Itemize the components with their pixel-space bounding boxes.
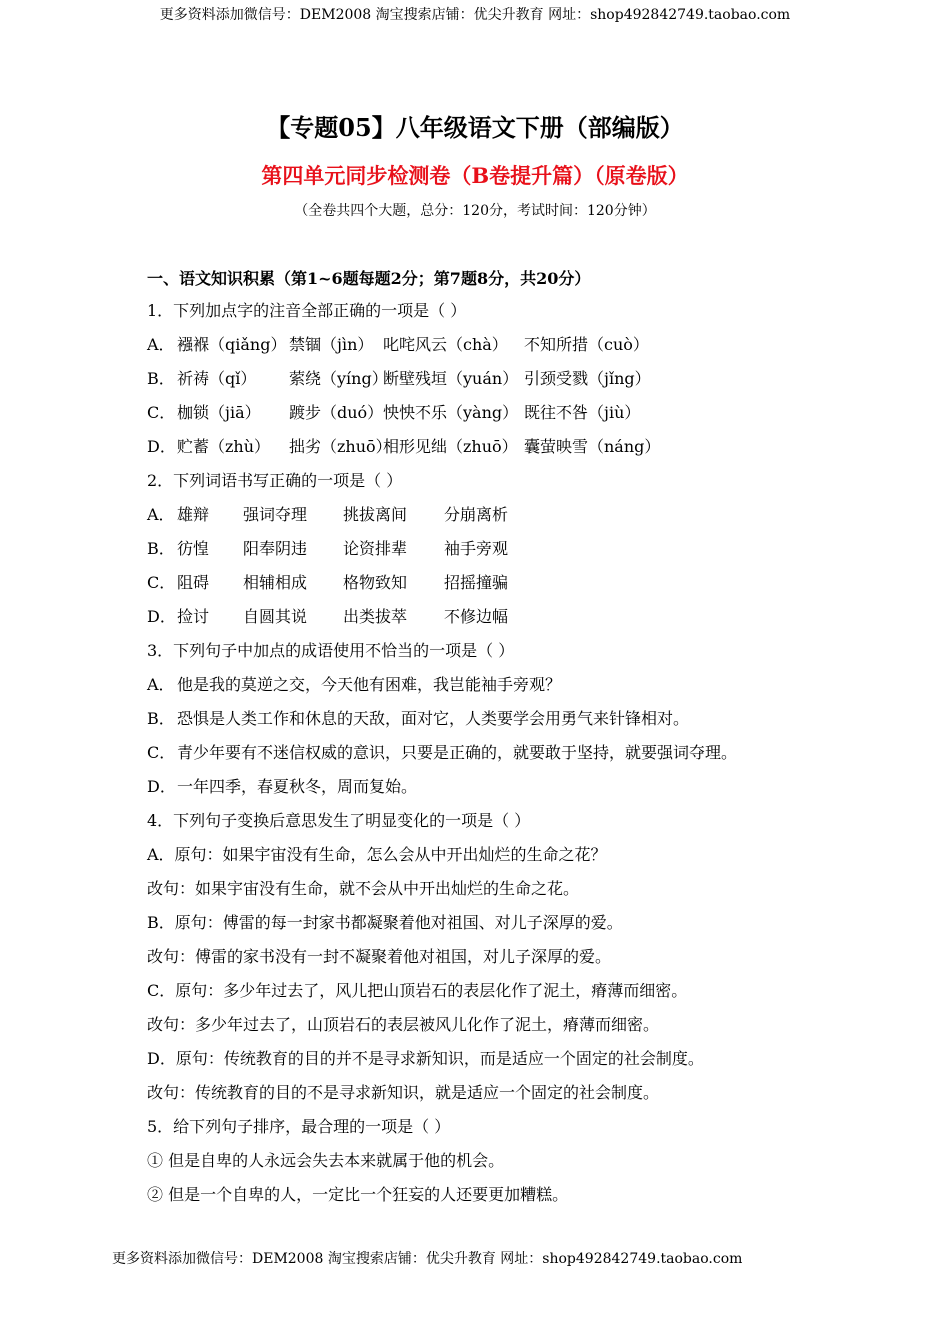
option-item: 不修边幅 xyxy=(444,606,509,626)
q3-option-d xyxy=(147,768,807,802)
option-item: 叱咤风云（chà） xyxy=(383,334,508,354)
option-item: 囊萤映雪（náng） xyxy=(524,436,661,456)
option-item: 捡讨 xyxy=(177,606,210,626)
option-text: 一年四季，春夏秋冬，周而复始。 xyxy=(177,776,418,796)
exam-note: （全卷共四个大题，总分：120分，考试时间：120分钟） xyxy=(294,203,656,219)
q1-option-a xyxy=(147,326,807,360)
q3-option-c xyxy=(147,734,807,768)
option-label: A． xyxy=(147,334,175,354)
option-label: D． xyxy=(147,436,176,456)
page-header: 更多资料添加微信号：DEM2008 淘宝搜索店铺：优尖升教育 网址：shop492842749.taobao.com xyxy=(159,7,791,23)
q4-line: C．原句：多少年过去了，风儿把山顶岩石的表层化作了泥土，瘠薄而细密。 xyxy=(147,980,688,1000)
option-item: 招摇撞骗 xyxy=(444,572,509,592)
option-text: 他是我的莫逆之交，今天他有困难，我岂能袖手旁观？ xyxy=(177,674,562,694)
question-3-stem: 3．下列句子中加点的成语使用不恰当的一项是（ ） xyxy=(147,640,515,660)
option-item: 萦绕（yíng） xyxy=(289,368,388,388)
option-item: 强词夺理 xyxy=(243,504,308,524)
q2-option-b xyxy=(147,530,807,564)
option-item: 襁褓（qiǎng） xyxy=(177,334,287,354)
q4-line: 改句：多少年过去了，山顶岩石的表层被风儿化作了泥土，瘠薄而细密。 xyxy=(147,1014,660,1034)
q2-option-c xyxy=(147,564,807,598)
option-item: 枷锁（jiā） xyxy=(177,402,261,422)
option-text: 恐惧是人类工作和休息的天敌，面对它，人类要学会用勇气来针锋相对。 xyxy=(177,708,690,728)
document-title: 【专题05】八年级语文下册（部编版） xyxy=(266,113,684,142)
option-item: 出类拔萃 xyxy=(343,606,408,626)
q4-line: D．原句：传统教育的目的并不是寻求新知识，而是适应一个固定的社会制度。 xyxy=(147,1048,704,1068)
option-item: 踱步（duó） xyxy=(289,402,384,422)
q4-line: 改句：傅雷的家书没有一封不凝聚着他对祖国，对儿子深厚的爱。 xyxy=(147,946,612,966)
option-item: 怏怏不乐（yàng） xyxy=(383,402,519,422)
option-item: 自圆其说 xyxy=(243,606,308,626)
option-label: D． xyxy=(147,606,176,626)
q2-option-d xyxy=(147,598,807,632)
question-4-stem: 4．下列句子变换后意思发生了明显变化的一项是（ ） xyxy=(147,810,531,830)
option-label: B． xyxy=(147,708,175,728)
exam-content xyxy=(147,262,807,1210)
q4-line: B．原句：傅雷的每一封家书都凝聚着他对祖国、对儿子深厚的爱。 xyxy=(147,912,623,932)
q2-option-a xyxy=(147,496,807,530)
option-label: C． xyxy=(147,402,176,422)
option-item: 断壁残垣（yuán） xyxy=(383,368,519,388)
question-1-stem: 1．下列加点字的注音全部正确的一项是（ ） xyxy=(147,300,467,320)
question-5-stem: 5．给下列句子排序，最合理的一项是（ ） xyxy=(147,1116,451,1136)
q1-option-c xyxy=(147,394,807,428)
option-item: 论资排辈 xyxy=(343,538,408,558)
q4-line: A．原句：如果宇宙没有生命，怎么会从中开出灿烂的生命之花？ xyxy=(147,844,607,864)
q4-line: 改句：传统教育的目的不是寻求新知识，就是适应一个固定的社会制度。 xyxy=(147,1082,660,1102)
document-subtitle: 第四单元同步检测卷（B卷提升篇）（原卷版） xyxy=(261,163,689,188)
option-item: 阻碍 xyxy=(177,572,210,592)
option-label: A． xyxy=(147,504,175,524)
option-label: C． xyxy=(147,742,176,762)
option-item: 袖手旁观 xyxy=(444,538,509,558)
q5-sentence: ② 但是一个自卑的人，一定比一个狂妄的人还要更加糟糕。 xyxy=(147,1184,569,1204)
option-item: 相形见绌（zhuō） xyxy=(383,436,518,456)
option-item: 挑拔离间 xyxy=(343,504,408,524)
option-item: 拙劣（zhuō） xyxy=(289,436,392,456)
option-item: 阳奉阴违 xyxy=(243,538,308,558)
q4-line: 改句：如果宇宙没有生命，就不会从中开出灿烂的生命之花。 xyxy=(147,878,580,898)
option-item: 贮蓄（zhù） xyxy=(177,436,271,456)
q5-sentence: ① 但是自卑的人永远会失去本来就属于他的机会。 xyxy=(147,1150,505,1170)
option-item: 相辅相成 xyxy=(243,572,308,592)
option-label: B． xyxy=(147,538,175,558)
option-item: 不知所措（cuò） xyxy=(524,334,649,354)
option-item: 既往不咎（jiù） xyxy=(524,402,641,422)
option-item: 彷惶 xyxy=(177,538,210,558)
q3-option-a xyxy=(147,666,807,700)
section-heading: 一、语文知识积累（第1~6题每题2分；第7题8分，共20分） xyxy=(147,268,591,288)
option-item: 格物致知 xyxy=(343,572,408,592)
q1-option-d xyxy=(147,428,807,462)
option-label: A． xyxy=(147,674,175,694)
option-label: D． xyxy=(147,776,176,796)
option-label: C． xyxy=(147,572,176,592)
q1-option-b xyxy=(147,360,807,394)
option-item: 分崩离析 xyxy=(444,504,509,524)
question-2-stem: 2．下列词语书写正确的一项是（ ） xyxy=(147,470,403,490)
option-item: 禁锢（jìn） xyxy=(289,334,374,354)
option-item: 祈祷（qǐ） xyxy=(177,368,257,388)
q3-option-b xyxy=(147,700,807,734)
option-item: 引颈受戮（jǐng） xyxy=(524,368,651,388)
option-label: B． xyxy=(147,368,175,388)
option-item: 雄辩 xyxy=(177,504,210,524)
option-text: 青少年要有不迷信权威的意识，只要是正确的，就要敢于坚持，就要强词夺理。 xyxy=(177,742,738,762)
page-footer: 更多资料添加微信号：DEM2008 淘宝搜索店铺：优尖升教育 网址：shop492842749.taobao.com xyxy=(112,1251,743,1267)
